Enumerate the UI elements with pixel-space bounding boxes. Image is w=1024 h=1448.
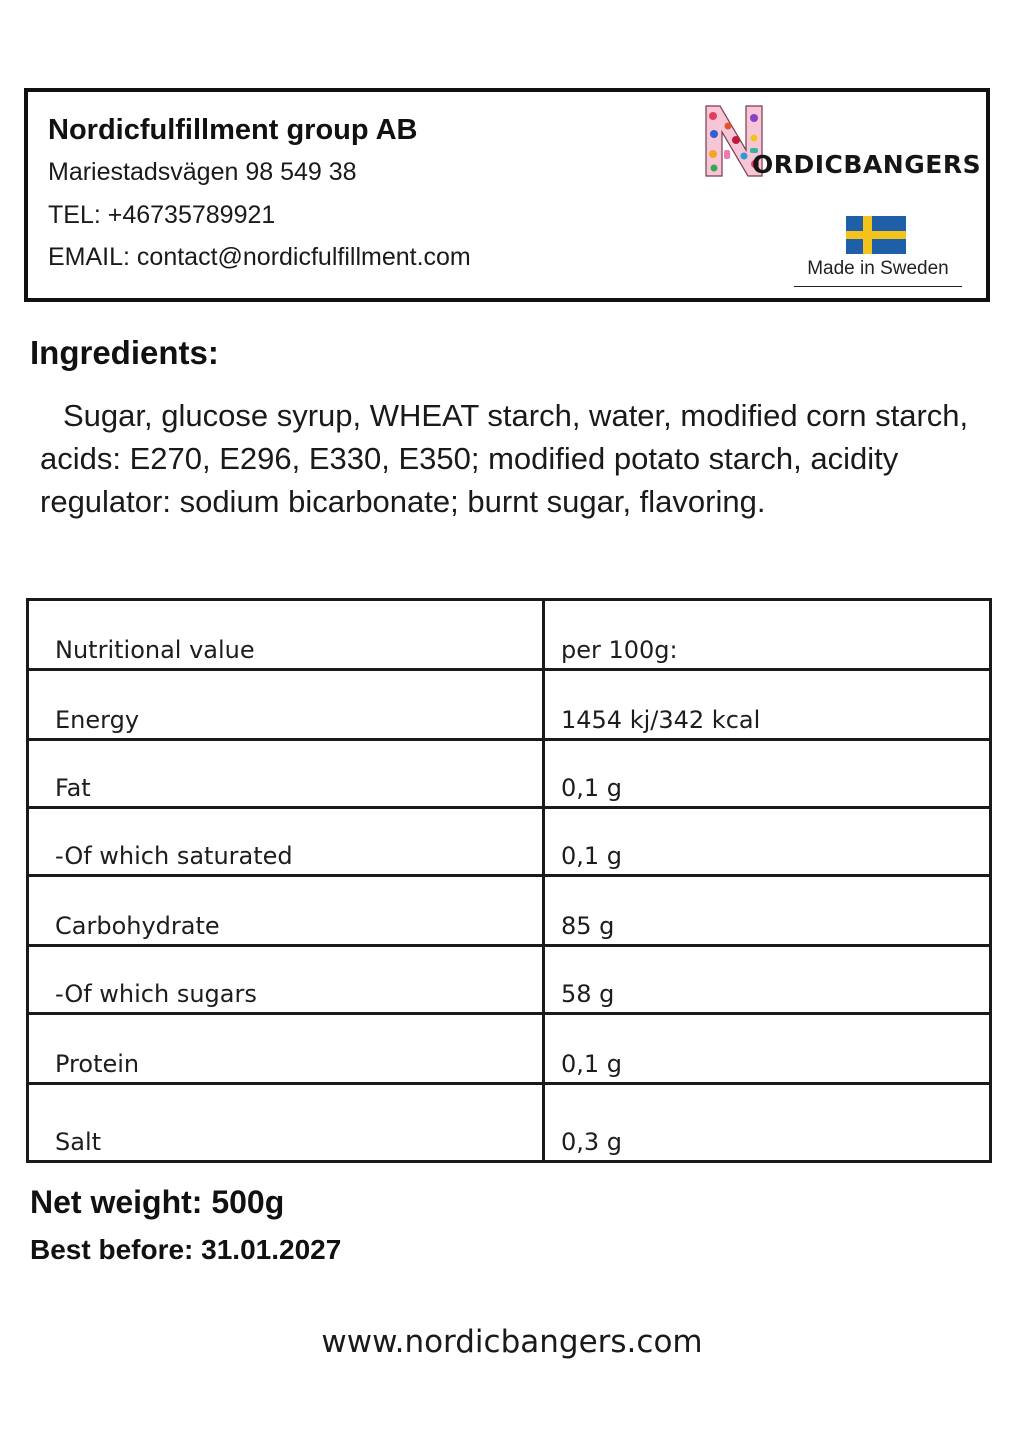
nutrient-label: Fat xyxy=(28,740,544,808)
company-address: Mariestadsvägen 98 549 38 xyxy=(48,158,357,186)
nutrient-value: 58 g xyxy=(544,946,991,1014)
company-name: Nordicfulfillment group AB xyxy=(48,114,418,146)
nutrient-value: 0,1 g xyxy=(544,740,991,808)
nutrient-value: 0,1 g xyxy=(544,1014,991,1084)
nutrient-value: 1454 kj/342 kcal xyxy=(544,670,991,740)
nutrient-value: 85 g xyxy=(544,876,991,946)
ingredients-title: Ingredients: xyxy=(30,334,219,371)
logo-text: ORDICBANGERS xyxy=(752,150,982,179)
ingredients-text: Sugar, glucose syrup, WHEAT starch, water, modified corn starch, acids: E270, E296, E330, E350; modified potato starch, acidity regulator: sodium bicarbonate; burnt sugar, flavoring. xyxy=(40,398,969,519)
nordicbangers-logo xyxy=(704,104,984,180)
nutrition-header-label: Nutritional value xyxy=(28,600,544,670)
table-row xyxy=(28,1014,991,1084)
nutrition-table xyxy=(26,598,992,1163)
table-row xyxy=(28,740,991,808)
table-row xyxy=(28,808,991,876)
sweden-flag-icon xyxy=(846,216,906,254)
nutrient-label: -Of which sugars xyxy=(28,946,544,1014)
table-row xyxy=(28,946,991,1014)
company-email: EMAIL: contact@nordicfulfillment.com xyxy=(48,243,471,271)
nutrient-value: 0,3 g xyxy=(544,1084,991,1162)
company-info-box xyxy=(24,88,990,302)
nutrient-label: Energy xyxy=(28,670,544,740)
nutrient-value: 0,1 g xyxy=(544,808,991,876)
table-row xyxy=(28,670,991,740)
nutrition-header-row xyxy=(28,600,991,670)
nutrient-label: Carbohydrate xyxy=(28,876,544,946)
made-in-label: Made in Sweden xyxy=(794,258,962,287)
nutrient-label: -Of which saturated xyxy=(28,808,544,876)
nutrient-label: Protein xyxy=(28,1014,544,1084)
table-row xyxy=(28,1084,991,1162)
website-url: www.nordicbangers.com xyxy=(321,1324,703,1360)
net-weight: Net weight: 500g xyxy=(30,1184,285,1220)
company-phone: TEL: +46735789921 xyxy=(48,201,276,229)
nutrient-label: Salt xyxy=(28,1084,544,1162)
table-row xyxy=(28,876,991,946)
nutrition-header-value: per 100g: xyxy=(544,600,991,670)
best-before-date: Best before: 31.01.2027 xyxy=(30,1234,342,1265)
